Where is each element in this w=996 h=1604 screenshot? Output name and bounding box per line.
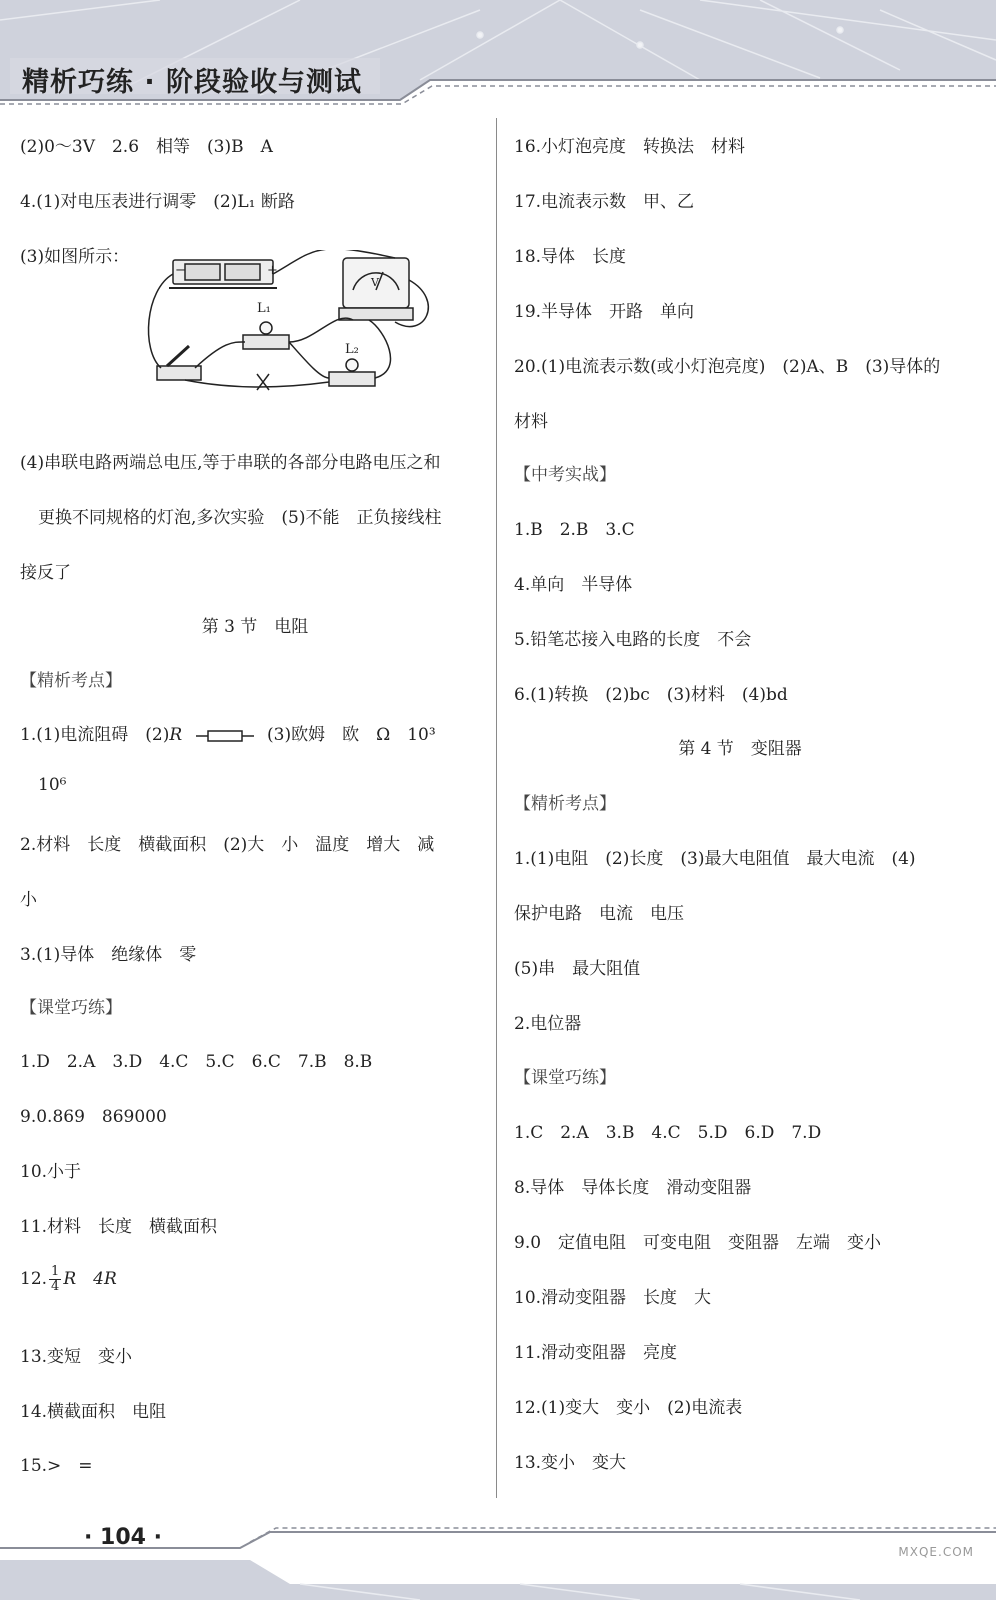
answer-line: 1.(1)电阻 (2)长度 (3)最大电阻值 最大电流 (4) xyxy=(514,849,916,869)
label-minus: − xyxy=(175,263,186,278)
answer-line: 9.0 定值电阻 可变电阻 变阻器 左端 变小 xyxy=(514,1233,882,1253)
answer-line: 9.0.869 869000 xyxy=(20,1107,167,1127)
label-plus: + xyxy=(267,263,278,278)
answer-line: 6.(1)转换 (2)bc (3)材料 (4)bd xyxy=(514,685,788,705)
answer-text: 1.(1)电流阻碍 (2) xyxy=(20,725,170,745)
answer-line: 15.> = xyxy=(20,1456,93,1476)
answer-line: 16.小灯泡亮度 转换法 材料 xyxy=(514,137,746,157)
answer-line: 14.横截面积 电阻 xyxy=(20,1402,167,1422)
resistor-symbol xyxy=(196,729,254,743)
answer-line: 3.(1)导体 绝缘体 零 xyxy=(20,945,197,965)
section-title: 第 3 节 电阻 xyxy=(201,617,309,637)
column-divider xyxy=(496,118,497,1498)
section-tag: 【课堂巧练】 xyxy=(20,998,122,1018)
page-number: · 104 · xyxy=(84,1525,162,1550)
watermark: MXQE.COM xyxy=(898,1545,974,1559)
answer-line: 18.导体 长度 xyxy=(514,247,627,267)
label-l2: L₂ xyxy=(345,342,359,357)
symbol-r: R xyxy=(169,725,183,745)
answer-line: 更换不同规格的灯泡,多次实验 (5)不能 正负接线柱 xyxy=(38,508,442,528)
answer-line: 4.(1)对电压表进行调零 (2)L₁ 断路 xyxy=(20,192,295,212)
answer-line: (3)如图所示： xyxy=(20,247,130,267)
answer-line: 5.铅笔芯接入电路的长度 不会 xyxy=(514,630,752,650)
answer-line: (2)0～3V 2.6 相等 (3)B A xyxy=(20,137,273,157)
fraction-numerator: 1 xyxy=(51,1264,60,1279)
answer-line: 10.滑动变阻器 长度 大 xyxy=(514,1288,712,1308)
answer-line: 19.半导体 开路 单向 xyxy=(514,302,695,322)
answer-line: 13.变短 变小 xyxy=(20,1347,133,1367)
answer-line xyxy=(20,720,436,745)
circuit-diagram xyxy=(145,250,490,410)
page-header xyxy=(0,0,996,110)
fraction xyxy=(49,1265,61,1294)
answer-line: 11.材料 长度 横截面积 xyxy=(20,1217,218,1237)
answer-line: 12.(1)变大 变小 (2)电流表 xyxy=(514,1398,743,1418)
answer-text: 12. xyxy=(20,1269,48,1289)
answer-text: R 4R xyxy=(63,1269,117,1289)
header-title: 精析巧练 · 阶段验收与测试 xyxy=(22,67,363,98)
answer-line: 材料 xyxy=(514,412,548,432)
answer-line: 1.C 2.A 3.B 4.C 5.D 6.D 7.D xyxy=(514,1123,822,1143)
answer-line: 20.(1)电流表示数(或小灯泡亮度) (2)A、B (3)导体的 xyxy=(514,357,941,377)
answer-line: 13.变小 变大 xyxy=(514,1453,627,1473)
answer-line: 11.滑动变阻器 亮度 xyxy=(514,1343,678,1363)
answer-line: 4.单向 半导体 xyxy=(514,575,633,595)
answer-line: (5)串 最大阻值 xyxy=(514,959,641,979)
section-tag: 【精析考点】 xyxy=(20,671,122,691)
answer-line xyxy=(20,1264,117,1294)
answer-line: 小 xyxy=(20,890,37,910)
answer-line: 10.小于 xyxy=(20,1162,82,1182)
answer-text: (3)欧姆 欧 Ω 10³ xyxy=(267,725,436,745)
answer-line: 保护电路 电流 电压 xyxy=(514,904,684,924)
section-tag: 【中考实战】 xyxy=(514,465,616,485)
answer-line: 1.B 2.B 3.C xyxy=(514,520,635,540)
fraction-denominator: 4 xyxy=(51,1279,60,1294)
section-tag: 【精析考点】 xyxy=(514,794,616,814)
label-v: V xyxy=(371,276,379,289)
answer-line: 10⁶ xyxy=(38,775,67,795)
answer-line: 2.材料 长度 横截面积 (2)大 小 温度 增大 减 xyxy=(20,835,435,855)
section-title: 第 4 节 变阻器 xyxy=(678,739,802,759)
answer-line: 8.导体 导体长度 滑动变阻器 xyxy=(514,1178,752,1198)
section-tag: 【课堂巧练】 xyxy=(514,1068,616,1088)
answer-line: 1.D 2.A 3.D 4.C 5.C 6.C 7.B 8.B xyxy=(20,1052,373,1072)
answer-line: 2.电位器 xyxy=(514,1014,582,1034)
answer-line: 17.电流表示数 甲、乙 xyxy=(514,192,695,212)
answer-line: (4)串联电路两端总电压,等于串联的各部分电路电压之和 xyxy=(20,453,441,473)
answer-line: 接反了 xyxy=(20,563,71,583)
label-l1: L₁ xyxy=(257,301,271,316)
